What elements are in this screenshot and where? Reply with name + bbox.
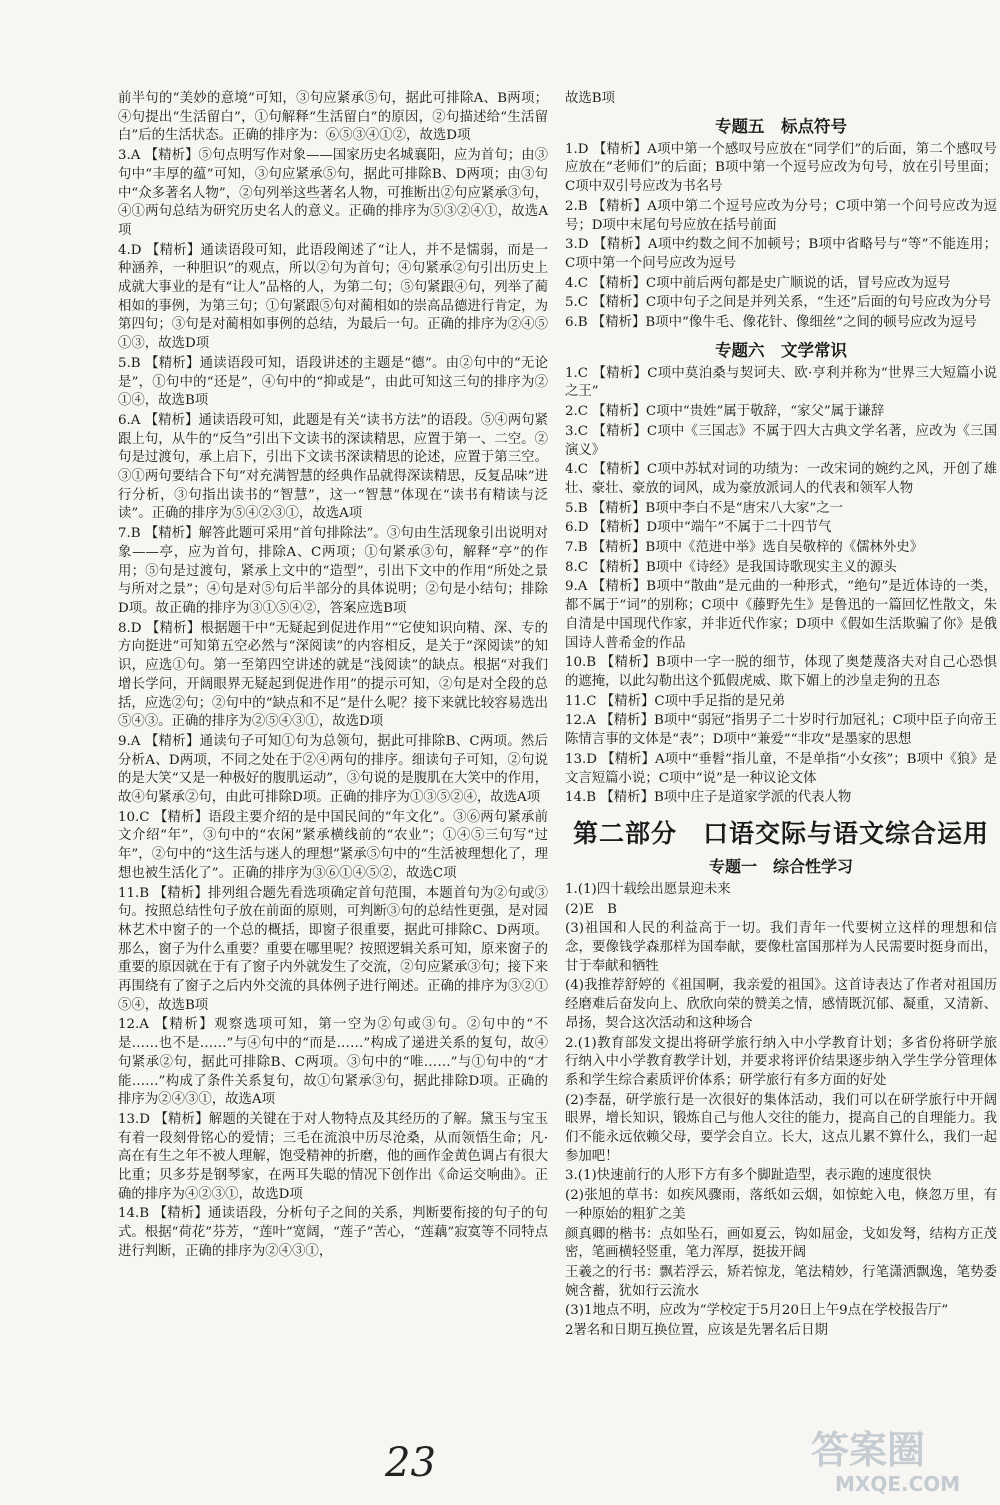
part-title: 第二部分 口语交际与语文综合运用 [572,818,989,848]
answer-paragraph: 5.B 【精析】通读语段可知，语段讲述的主题是“德”。由②句中的“无论是”，①句中的“还是”，④句中的“抑或是”，由此可知这三句的排序为②①④，故选B项 [118,355,548,409]
answer-paragraph: 11.B 【精析】排列组合题先看选项确定首句范围，本题首句为②句或③句。按照总结性句子放在前面的原则，可判断③句的总结性更强，是对园林艺术中窗子的一个总的概括，即窗子很重要，据此可排除C、D两项。那么，窗子为什么重要？重要在哪里呢？按照逻辑关系可知，原来窗子的重要的原因就在于有了窗子内外就发生了交流，②句应紧承③句；接下来再围绕有了窗子之后内外交流的具体例子进行阐述。正确的排序为③②①⑤④，故选B项 [118,885,548,1013]
section-title: 专题六 文学常识 [715,340,847,360]
answer-paragraph: 2署名和日期互换位置，应该是先署名后日期 [565,1323,828,1339]
answer-paragraph: 3.(1)快速前行的人形下方有多个脚趾造型，表示跑的速度很快 [565,1168,932,1184]
answer-paragraph: 6.A 【精析】通读语段可知，此题是有关“读书方法”的语段。⑤④两句紧跟上句，从牛的“反刍”引出下文读书的深读精思，应置于第一、二空。②句是过渡句，承上启下，引出下文读书深读精思的论述，应置于第三空。③①两句要结合下句“对充满智慧的经典作品就得深读精思，反复品味”进行分析，③句指出读书的“智慧”，这一“智慧”体现在“读书有精读与泛读”。正确的排序为⑤④②③①，故选A项 [118,412,548,522]
answer-paragraph: 13.D 【精析】A项中“垂髫”指儿童，不是单指“小女孩”；B项中《狼》是文言短篇小说；C项中“说”是一种议论文体 [565,751,997,786]
answer-paragraph: 4.C 【精析】C项中前后两句都是史广顺说的话，冒号应改为逗号 [565,275,951,291]
answer-paragraph: 5.C 【精析】C项中句子之间是并列关系，“生还”后面的句号应改为分号 [565,295,992,311]
answer-paragraph: (3)祖国和人民的利益高于一切。我们青年一代要树立这样的理想和信念，要像钱学森那样为国奉献，要像杜富国那样为人民需要时挺身而出，甘于奉献和牺牲 [565,921,997,974]
answer-paragraph: 2.B 【精析】A项中第二个逗号应改为分号；C项中第一个问号应改为逗号；D项中末尾句号应放在括号前面 [565,198,997,233]
answer-paragraph: 4.C 【精析】C项中苏轼对词的功绩为：一改宋词的婉约之风，开创了雄壮、豪壮、豪放的词风，成为豪放派词人的代表和领军人物 [565,462,997,496]
answer-paragraph: 2.C 【精析】C项中“贵姓”属于敬辞，“家父”属于谦辞 [565,404,885,420]
section-title: 专题五 标点符号 [715,116,847,136]
answer-paragraph: 7.B 【精析】解答此题可采用“首句排除法”。③句由生活现象引出说明对象——亭，应为首句，排除A、C两项；①句紧承③句，解释“亭”的作用；⑤句是过渡句，紧承上文中的“造型”，引出下文中的作用“所处之景与所对之景”；④句是对⑤句后半部分的具体说明；②句是小结句；排除D项。故正确的排序为③①⑤④②，答案应选B项 [118,526,548,616]
answer-paragraph: 9.A 【精析】通读句子可知①句为总领句，据此可排除B、C两项。然后分析A、D两项，不同之处在于②④两句的排序。细读句子可知，②句说的是大笑“又是一种极好的腹肌运动”，③句说的是腹肌在大笑中的作用，故④句紧承②句，由此可排除D项。正确的排序为①③⑤②④，故选A项 [118,733,548,806]
answer-paragraph: 9.A 【精析】B项中“散曲”是元曲的一种形式，“绝句”是近体诗的一类，都不属于“词”的别称；C项中《藤野先生》是鲁迅的一篇回忆性散文，朱自清是中国现代作家，并非近代作家；D项中《假如生活欺骗了你》是俄国诗人普希金的作品 [565,579,997,651]
answer-paragraph: (2)李磊，研学旅行是一次很好的集体活动，我们可以在研学旅行中开阔眼界，增长知识，锻炼自己与他人交往的能力，提高自己的自理能力。我们不能永远依赖父母，要学会自立。长大，这点儿累不算什么，我们一起参加吧！ [565,1092,997,1164]
answer-paragraph: 3.A 【精析】⑤句点明写作对象——国家历史名城襄阳，应为首句；由③句中“丰厚的蕴”可知，③句应紧承⑤句，据此可排除B、D两项；由③句中“众多著名人物”，②句列举这些著名人物，可推断出②句应紧承③句，④①两句总结为研究历史名人的意义。正确的排序为⑤③②④①，故选A项 [118,148,548,238]
section-title: 专题一 综合性学习 [708,856,853,876]
answer-paragraph: 故选B项 [565,91,616,106]
answer-paragraph: 12.A 【精析】观察选项可知，第一空为②句或③句。②句中的“不是……也不是……”与④句中的“而是……”构成了递进关系的复句，故④句紧承②句，据此可排除B、C两项。③句中的“唯……”与①句中的“才能……”构成了条件关系复句，故①句紧承③句，据此排除D项。正确的排序为②④③①，故选A项 [118,1017,548,1108]
left-column [118,90,548,1263]
answer-paragraph: 12.A 【精析】B项中“弱冠”指男子二十岁时行加冠礼；C项中臣子向帝王陈情言事的文体是“表”；D项中“兼爱”“非攻”是墨家的思想 [565,713,997,748]
answer-paragraph: 13.D 【精析】解题的关键在于对人物特点及其经历的了解。黛玉与宝玉有着一段刻骨铭心的爱情；三毛在流浪中历尽沧桑，从而领悟生命；凡·高在有生之年不被人理解，饱受精神的折磨，他的画作金黄色调占有很大比重；贝多芬是钢琴家，在两耳失聪的情况下创作出《命运交响曲》。正确的排序为④②③①，故选D项 [118,1111,548,1202]
answer-paragraph: 4.D 【精析】通读语段可知，此语段阐述了“让人，并不是懦弱，而是一种涵养，一种胆识”的观点，所以②句为首句；④句紧承②句引出历史上成就大事业的是有“让人”品格的人，为第二句；⑤句紧跟④句，列举了蔺相如的事例，为第三句；①句紧跟⑤句对蔺相如的崇高品德进行肯定，为第四句；③句是对蔺相如事例的总结，为最后一句。正确的排序为②④⑤①③，故选D项 [118,242,548,352]
answer-paragraph: 5.B 【精析】B项中李白不是“唐宋八大家”之一 [565,500,844,516]
answer-paragraph: (2)E B [565,901,617,917]
answer-paragraph: 2.(1)教育部发文提出将研学旅行纳入中小学教育计划；多省份将研学旅行纳入中小学教育教学计划，并要求将评价结果逐步纳入学生学分管理体系和学生综合素质评价体系；研学旅行有多方面的好处 [565,1035,997,1088]
answer-paragraph: 8.D 【精析】根据题干中“无疑起到促进作用”“它使知识向精、深、专的方向挺进”可知第五空必然与“深阅读”的内容相反，是关于“深阅读”的知识，应选①句。第一至第四空讲述的就是“浅阅读”的缺点。根据“对我们增长学问，开阔眼界无疑起到促进作用”的提示可知，②句是对全段的总括，应选②句；②句中的“缺点和不足”是什么呢？接下来就比较容易选出⑤④③。正确的排序为②⑤④③①，故选D项 [118,620,548,730]
svg-text:MXQE.COM: MXQE.COM [835,1472,961,1496]
answer-paragraph: 1.D 【精析】A项中第一个感叹号应放在“同学们”的后面，第二个感叹号应放在“老师们”的后面；B项中第一个逗号应改为句号，放在引号里面；C项中双引号应改为书名号 [565,141,997,195]
answer-paragraph: (3)1地点不明，应改为“学校定于5月20日上午9点在学校报告厅” [565,1303,949,1319]
watermark-logo [805,1417,990,1497]
answer-paragraph: (4)我推荐舒婷的《祖国啊，我亲爱的祖国》。这首诗表达了作者对祖国历经磨难后奋发向上、欣欣向荣的赞美之情，感情既沉郁、凝重，又清新、昂扬，契合这次活动和这种场合 [565,978,997,1031]
answer-paragraph: 王羲之的行书：飘若浮云，矫若惊龙，笔法精妙，行笔潇洒飘逸，笔势委婉含蓄，犹如行云流水 [565,1264,997,1299]
answer-paragraph: 颜真卿的楷书：点如坠石，画如夏云，钩如屈金，戈如发弩，结构方正茂密，笔画横轻竖重，笔力浑厚，挺拔开阔 [565,1226,997,1261]
answer-paragraph: 1.C 【精析】C项中莫泊桑与契诃夫、欧·亨利并称为“世界三大短篇小说之王” [565,365,997,400]
answer-paragraph: 6.B 【精析】B项中“像牛毛、像花针、像细丝”之间的顿号应改为逗号 [565,315,977,331]
answer-paragraph: 14.B 【精析】B项中庄子是道家学派的代表人物 [565,790,852,806]
answer-paragraph: 6.D 【精析】D项中“端午”不属于二十四节气 [565,520,832,536]
answer-paragraph: 3.C 【精析】C项中《三国志》不属于四大古典文学名著，应改为《三国演义》 [565,423,997,458]
svg-text:答案圈: 答案圈 [811,1428,926,1472]
answer-paragraph: 1.(1)四十载绘出愿景迎未来 [565,881,731,897]
answer-paragraph: 前半句的“美妙的意境”可知，③句应紧承⑤句，据此可排除A、B两项；④句提出“生活留白”，①句解释“生活留白”的原因，②句描述给“生活留白”后的生活状态。正确的排序为：⑥⑤③④①②，故选D项 [118,91,548,144]
answer-paragraph: 10.C 【精析】语段主要介绍的是中国民间的“年文化”。③⑥两句紧承前文介绍“年”，③句中的“农闲”紧承横线前的“农业”；①④⑤三句写“过年”，②句中的“这生活与迷人的理想”紧承⑤句中的“生活被理想化了，理想也被生活化了”。正确的排序为③⑥①④⑤②，故选C项 [118,809,548,881]
answer-paragraph: 10.B 【精析】B项中一字一脱的细节，体现了奥楚蔑洛夫对自己心恐惧的遮掩，以此勾勒出这个狐假虎威、欺下媚上的沙皇走狗的丑态 [565,655,997,689]
right-column [565,90,997,1342]
answer-paragraph: 3.D 【精析】A项中约数之间不加顿号；B项中省略号与“等”不能连用；C项中第一个问号应改为逗号 [565,237,997,271]
answer-paragraph: 8.C 【精析】B项中《诗经》是我国诗歌现实主义的源头 [565,559,897,575]
answer-paragraph: (2)张旭的草书：如疾风骤雨，落纸如云烟，如惊蛇入电，倏忽万里，有一种原始的粗犷之美 [565,1188,997,1222]
answer-paragraph: 11.C 【精析】C项中手足指的是兄弟 [565,693,786,709]
answer-paragraph: 14.B 【精析】通读语段，分析句子之间的关系，判断要衔接的句子的句式。根据“荷花”芬芳，“莲叶”宽阔，“莲子”苦心，“莲藕”寂寞等不同特点进行判断，正确的排序为②④③①， [118,1206,548,1259]
answer-paragraph: 7.B 【精析】B项中《范进中举》选自吴敬梓的《儒林外史》 [565,540,924,556]
page-number: 23 [385,1440,436,1486]
